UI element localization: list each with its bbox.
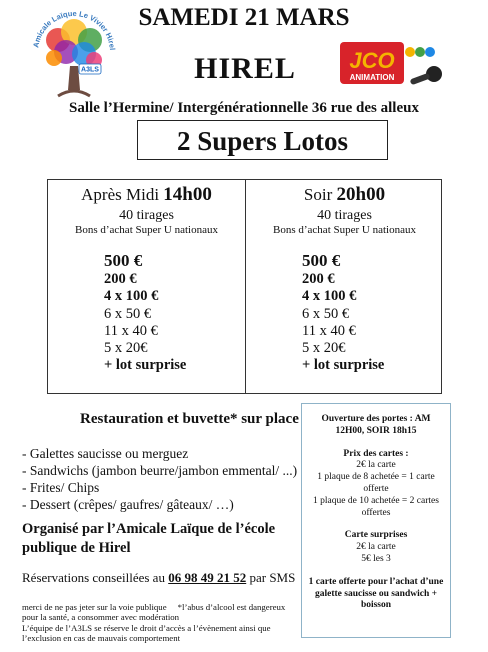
amicale-laique-logo [28,6,120,102]
event-town: HIREL [194,52,296,85]
prize-item: 500 € [302,251,341,270]
prize-item: 200 € [104,271,137,287]
session-bons: Bons d’achat Super U nationaux [273,224,416,236]
menu-item: - Dessert (crêpes/ gaufres/ gâteaux/ …) [22,497,234,512]
prize-item: 4 x 100 € [302,288,357,305]
reservation-phone: 06 98 49 21 52 [168,570,247,585]
session-heading [48,184,245,206]
surprise-title-text: Carte surprises [344,530,408,541]
prize-item: + lot surprise [104,357,187,374]
prize-item: 4 x 100 € [104,288,159,305]
sessions-table [47,179,442,394]
logo-arc-text: Amicale Laïque Le Vivier Hirel [31,8,117,51]
session-bons: Bons d’achat Super U nationaux [75,224,218,236]
reservation-prefix: Réservations conseillées au [22,570,169,585]
prize-item: + lot surprise [302,357,385,374]
organizer-text: Organisé par l’Amicale Laïque de l’école publique de Hirel [22,521,276,556]
reservation-suffix: par SMS [246,570,296,585]
prix-line: 1 plaque de 8 achetée = 1 carte offerte [317,472,435,494]
prize-item: 5 x 20€ [104,340,148,357]
prix-title [308,449,444,461]
session-time: 14h00 [163,184,212,205]
jco-sub-text: ANIMATION [349,73,395,82]
session-heading [246,184,443,206]
session-evening [246,180,443,375]
prize-item: 6 x 50 € [302,305,350,322]
info-box [301,403,451,638]
prix-line: 2€ la carte [356,460,396,471]
restauration-title: Restauration et buvette* sur place [80,411,299,427]
prix-line: 1 plaque de 10 achetée = 2 cartes offertes [313,495,439,518]
session-tirages: 40 tirages [317,208,372,223]
footnote-line-1 [22,602,297,623]
session-name: Soir [303,185,333,204]
opening-hours-text: Ouverture des portes : AM 12H00, SOIR 18h15 [321,414,431,436]
footnote [22,602,297,644]
main-title: 2 Supers Lotos [137,120,388,160]
prix-title-text: Prix des cartes : [343,448,409,459]
offer-text: 1 carte offerte pour l’achat d’une galette saucisse ou sandwich + boisson [308,576,444,611]
session-afternoon [48,180,245,375]
prize-item: 6 x 50 € [104,305,152,322]
footnote-litter: merci de ne pas jeter sur la voie publique [22,602,167,612]
surprise-line: 2€ la carte [356,542,396,553]
jco-text: JCO [349,48,395,73]
offer [308,577,444,612]
surprise-line: 5€ les 3 [361,553,391,564]
venue-address: Salle l’Hermine/ Intergénérationnelle 36 rue des alleux [69,100,419,116]
menu-item: - Sandwichs (jambon beurre/jambon emmental/ ...) [22,463,298,478]
opening-hours [308,414,444,438]
prize-list [246,250,443,375]
prize-item: 5 x 20€ [302,340,346,357]
reservation-line [22,570,295,586]
menu-item: - Frites/ Chips [22,480,100,495]
prize-item: 200 € [302,271,335,287]
logo-badge: A3LS [81,66,99,74]
surprise-title [308,530,444,542]
footnote-line-2: L’équipe de l’A3LS se réserve le droit d’accès a l’évènement ainsi que l’exclusion en cas de mauvais comportement [22,622,271,644]
jco-animation-logo [338,38,448,94]
prize-item: 500 € [104,251,143,270]
prize-item: 11 x 40 € [104,322,158,339]
menu-item: - Galettes saucisse ou merguez [22,446,189,461]
footnote-alcohol: *l’abus d’alcool est dangereux pour la santé, a consommer avec modération [22,602,286,623]
session-time: 20h00 [336,184,386,205]
session-name: Après Midi [81,185,160,204]
event-date: SAMEDI 21 MARS [138,4,350,31]
session-tirages: 40 tirages [119,208,174,223]
menu-list [22,445,297,513]
prize-item: 11 x 40 € [302,322,356,339]
prize-list [48,250,245,375]
